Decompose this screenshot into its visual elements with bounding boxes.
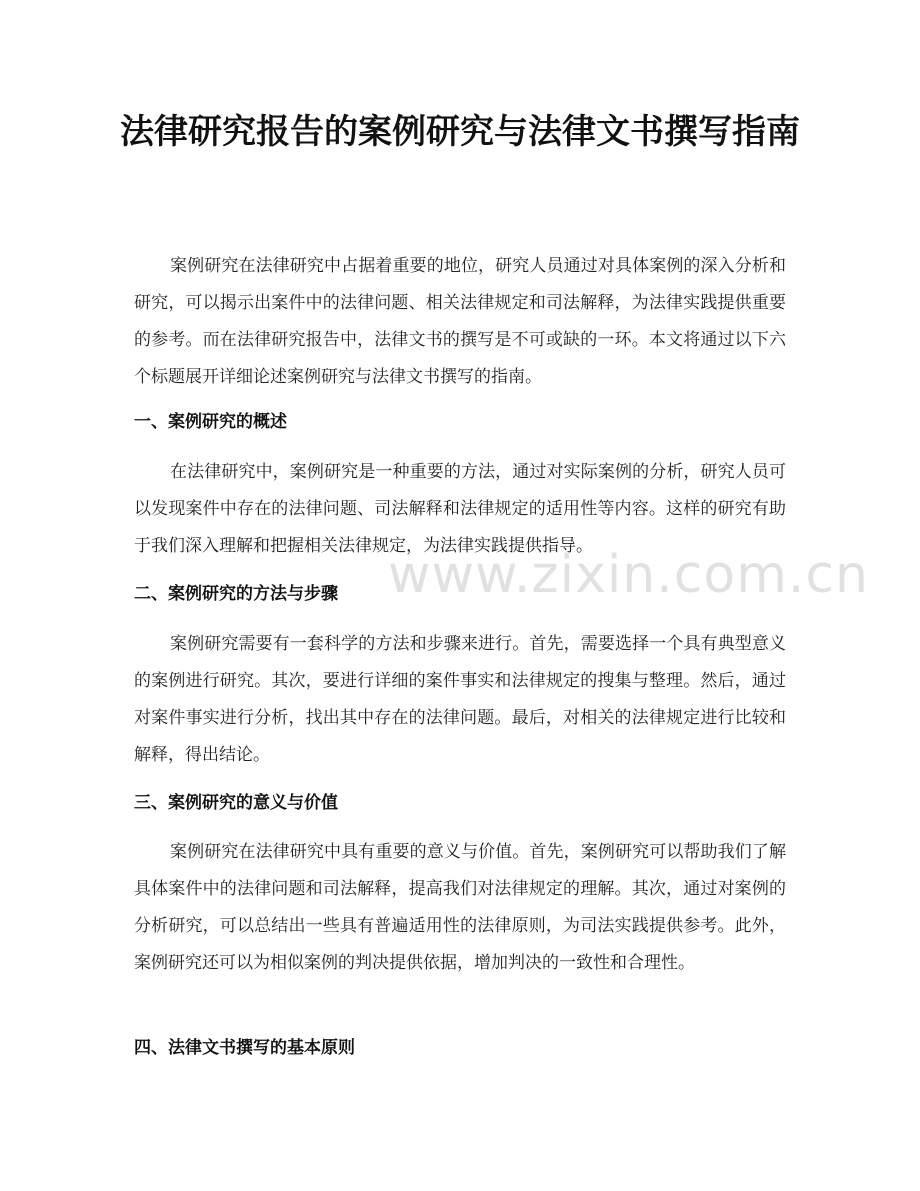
section-heading-2: 二、案例研究的方法与步骤 — [134, 584, 338, 604]
section-body-3: 案例研究在法律研究中具有重要的意义与价值。首先，案例研究可以帮助我们了解具体案件中的法律问题和司法解释，提高我们对法律规定的理解。其次，通过对案例的分析研究，可以总结出一些具有普遍适用性的法律原则，为司法实践提供参考。此外，案例研究还可以为相似案例的判决提供依据，增加判决的一致性和合理性。 — [134, 842, 786, 973]
section-heading-4: 四、法律文书撰写的基本原则 — [134, 1038, 355, 1058]
section-heading-3: 三、案例研究的意义与价值 — [134, 793, 338, 813]
section-body-1: 在法律研究中，案例研究是一种重要的方法，通过对实际案例的分析，研究人员可以发现案件中存在的法律问题、司法解释和法律规定的适用性等内容。这样的研究有助于我们深入理解和把握相关法律规定，为法律实践提供指导。 — [134, 462, 786, 556]
intro-paragraph: 案例研究在法律研究中占据着重要的地位，研究人员通过对具体案例的深入分析和研究，可以揭示出案件中的法律问题、相关法律规定和司法解释，为法律实践提供重要的参考。而在法律研究报告中，法律文书的撰写是不可或缺的一环。本文将通过以下六个标题展开详细论述案例研究与法律文书撰写的指南。 — [134, 256, 786, 387]
section-heading-1: 一、案例研究的概述 — [134, 412, 287, 432]
section-body-2: 案例研究需要有一套科学的方法和步骤来进行。首先，需要选择一个具有典型意义的案例进行研究。其次，要进行详细的案件事实和法律规定的搜集与整理。然后，通过对案件事实进行分析，找出其中存在的法律问题。最后，对相关的法律规定进行比较和解释，得出结论。 — [134, 634, 786, 765]
watermark: www.zixin.com.cn — [388, 545, 869, 605]
document-title: 法律研究报告的案例研究与法律文书撰写指南 — [120, 112, 800, 152]
